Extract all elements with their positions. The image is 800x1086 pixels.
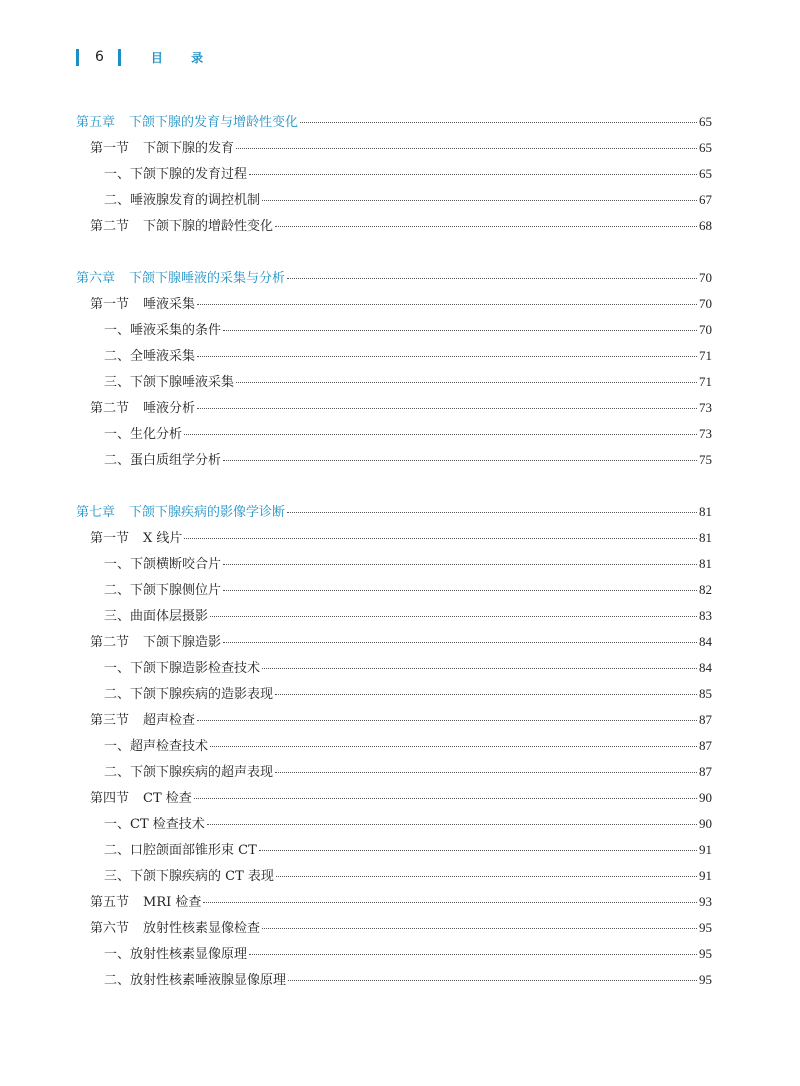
toc-entry-label <box>104 583 221 599</box>
toc-entry-item[interactable] <box>104 764 712 780</box>
toc-entry-item[interactable] <box>104 608 712 624</box>
dot-leader <box>210 746 697 747</box>
dot-leader <box>275 694 697 695</box>
toc-entry-page: 91 <box>699 868 712 883</box>
toc-entry-section[interactable] <box>90 894 712 910</box>
running-header <box>76 47 215 67</box>
toc-entry-label <box>104 739 208 755</box>
toc-entry-number: 第二节 <box>90 219 130 234</box>
toc-entry-label <box>104 973 286 989</box>
toc-entry-number: 第一节 <box>90 297 130 312</box>
toc-entry-title: 下颌下腺疾病的影像学诊断 <box>129 505 286 520</box>
toc-entry-title: X 线片 <box>143 531 183 546</box>
toc-entry-title: 一、生化分析 <box>104 427 183 442</box>
toc-entry-section[interactable] <box>90 140 712 156</box>
dot-leader <box>210 616 697 617</box>
toc-entry-item[interactable] <box>104 374 712 390</box>
toc-entry-label <box>90 895 201 911</box>
toc-entry-label <box>90 635 221 651</box>
toc-entry-title: 唾液分析 <box>143 401 196 416</box>
toc-entry-page: 87 <box>699 738 712 753</box>
dot-leader <box>207 824 697 825</box>
toc-entry-page: 84 <box>699 634 712 649</box>
toc-entry-title: 一、放射性核素显像原理 <box>104 947 248 962</box>
toc-entry-number: 第三节 <box>90 713 130 728</box>
dot-leader <box>203 902 697 903</box>
toc-entry-page: 67 <box>699 192 712 207</box>
dot-leader <box>194 798 697 799</box>
toc-entry-page: 90 <box>699 790 712 805</box>
toc-entry-page: 95 <box>699 946 712 961</box>
toc-entry-label <box>90 141 234 157</box>
toc-entry-label <box>104 661 260 677</box>
dot-leader <box>197 356 697 357</box>
toc-entry-title: 下颌下腺的发育与增龄性变化 <box>129 115 299 130</box>
dot-leader <box>262 200 697 201</box>
toc-entry-label <box>104 843 257 859</box>
toc-entry-section[interactable] <box>90 634 712 650</box>
toc-entry-item[interactable] <box>104 452 712 468</box>
toc-entry-title: 下颌下腺的发育 <box>143 141 235 156</box>
toc-entry-page: 73 <box>699 426 712 441</box>
dot-leader <box>300 122 697 123</box>
toc-entry-item[interactable] <box>104 660 712 676</box>
toc-entry-page: 93 <box>699 894 712 909</box>
toc-entry-title: 一、超声检查技术 <box>104 739 209 754</box>
toc-entry-page: 75 <box>699 452 712 467</box>
toc-entry-page: 65 <box>699 140 712 155</box>
toc-entry-section[interactable] <box>90 218 712 234</box>
toc-entry-title: 超声检查 <box>143 713 196 728</box>
toc-entry-title: CT 检查 <box>143 791 192 806</box>
toc-entry-item[interactable] <box>104 426 712 442</box>
toc-entry-title: 二、下颌下腺疾病的造影表现 <box>104 687 274 702</box>
toc-entry-item[interactable] <box>104 868 712 884</box>
dot-leader <box>223 642 697 643</box>
toc-entry-page: 71 <box>699 348 712 363</box>
toc-entry-page: 70 <box>699 270 712 285</box>
toc-entry-label <box>104 609 208 625</box>
dot-leader <box>236 148 697 149</box>
dot-leader <box>184 538 697 539</box>
toc-entry-item[interactable] <box>104 348 712 364</box>
toc-entry-number: 第五节 <box>90 895 130 910</box>
toc-entry-page: 71 <box>699 374 712 389</box>
toc-entry-item[interactable] <box>104 582 712 598</box>
toc-entry-title: 一、下颌下腺造影检查技术 <box>104 661 261 676</box>
dot-leader <box>249 174 697 175</box>
toc-entry-title: 唾液采集 <box>143 297 196 312</box>
toc-entry-label <box>76 505 285 521</box>
page-number: 6 <box>95 49 104 65</box>
toc-entry-title: 一、唾液采集的条件 <box>104 323 222 338</box>
toc-entry-page: 81 <box>699 556 712 571</box>
toc-entry-page: 81 <box>699 504 712 519</box>
dot-leader <box>276 876 697 877</box>
toc-entry-title: 二、下颌下腺疾病的超声表现 <box>104 765 274 780</box>
toc-entry-item[interactable] <box>104 322 712 338</box>
toc-entry-title: 三、下颌下腺疾病的 CT 表现 <box>104 869 274 884</box>
toc-entry-title: 放射性核素显像检查 <box>143 921 261 936</box>
toc-entry-item[interactable] <box>104 556 712 572</box>
header-bar-right <box>118 49 121 66</box>
toc-entry-label <box>104 817 205 833</box>
toc-entry-section[interactable] <box>90 712 712 728</box>
toc-entry-section[interactable] <box>90 296 712 312</box>
dot-leader <box>197 304 697 305</box>
toc-entry-label <box>90 401 195 417</box>
toc-entry-label <box>90 531 182 547</box>
toc-entry-item[interactable] <box>104 816 712 832</box>
toc-entry-label <box>104 323 221 339</box>
dot-leader <box>262 668 697 669</box>
toc-entry-section[interactable] <box>90 790 712 806</box>
toc-entry-label <box>90 219 273 235</box>
toc-entry-title: 下颌下腺唾液的采集与分析 <box>129 271 286 286</box>
toc-entry-number: 第一节 <box>90 141 130 156</box>
toc-entry-label <box>104 687 273 703</box>
toc-entry-item[interactable] <box>104 686 712 702</box>
toc-entry-label <box>104 765 273 781</box>
toc-entry-chapter[interactable] <box>76 114 712 130</box>
toc-entry-chapter[interactable] <box>76 504 712 520</box>
header-bar-left <box>76 49 79 66</box>
dot-leader <box>236 382 697 383</box>
toc-entry-page: 83 <box>699 608 712 623</box>
toc-entry-label <box>104 869 274 885</box>
toc-entry-label <box>90 791 192 807</box>
toc-entry-number: 第六节 <box>90 921 130 936</box>
dot-leader <box>249 954 697 955</box>
dot-leader <box>223 460 697 461</box>
toc-entry-section[interactable] <box>90 400 712 416</box>
toc-entry-number: 第二节 <box>90 401 130 416</box>
dot-leader <box>259 850 697 851</box>
dot-leader <box>288 980 697 981</box>
toc-entry-title: 二、蛋白质组学分析 <box>104 453 222 468</box>
toc-entry-title: 下颌下腺的增龄性变化 <box>143 219 274 234</box>
toc-entry-title: 三、曲面体层摄影 <box>104 609 209 624</box>
toc-entry-label <box>104 375 234 391</box>
toc-entry-number: 第五章 <box>76 115 116 130</box>
toc-entry-item[interactable] <box>104 166 712 182</box>
toc-entry-title: 三、下颌下腺唾液采集 <box>104 375 235 390</box>
toc-entry-number: 第一节 <box>90 531 130 546</box>
toc-entry-page: 82 <box>699 582 712 597</box>
toc-entry-page: 95 <box>699 920 712 935</box>
dot-leader <box>197 408 697 409</box>
toc-entry-title: MRI 检查 <box>143 895 202 910</box>
toc-entry-page: 70 <box>699 322 712 337</box>
toc-entry-page: 68 <box>699 218 712 233</box>
running-title: 目 录 <box>150 50 216 65</box>
toc-entry-title: 二、唾液腺发育的调控机制 <box>104 193 261 208</box>
toc-entry-title: 二、放射性核素唾液腺显像原理 <box>104 973 287 988</box>
toc-entry-label <box>104 193 260 209</box>
dot-leader <box>287 512 697 513</box>
dot-leader <box>275 226 697 227</box>
toc-entry-label <box>104 167 247 183</box>
toc-entry-item[interactable] <box>104 946 712 962</box>
dot-leader <box>184 434 697 435</box>
toc-entry-title: 一、下颌下腺的发育过程 <box>104 167 248 182</box>
toc-entry-page: 81 <box>699 530 712 545</box>
toc-entry-item[interactable] <box>104 972 712 988</box>
toc-entry-label <box>90 713 195 729</box>
toc-entry-label <box>104 947 247 963</box>
toc-entry-item[interactable] <box>104 192 712 208</box>
dot-leader <box>262 928 697 929</box>
toc-entry-page: 91 <box>699 842 712 857</box>
toc-entry-page: 65 <box>699 114 712 129</box>
toc-entry-label <box>76 271 285 287</box>
dot-leader <box>287 278 697 279</box>
toc-entry-title: 二、全唾液采集 <box>104 349 196 364</box>
toc-entry-number: 第六章 <box>76 271 116 286</box>
dot-leader <box>223 564 697 565</box>
toc-entry-page: 73 <box>699 400 712 415</box>
toc-entry-section[interactable] <box>90 920 712 936</box>
dot-leader <box>197 720 697 721</box>
toc-entry-page: 85 <box>699 686 712 701</box>
toc-entry-page: 65 <box>699 166 712 181</box>
dot-leader <box>223 590 697 591</box>
toc-entry-number: 第七章 <box>76 505 116 520</box>
toc-entry-label <box>76 115 298 131</box>
toc-entry-title: 一、下颌横断咬合片 <box>104 557 222 572</box>
dot-leader <box>223 330 697 331</box>
toc-entry-title: 下颌下腺造影 <box>143 635 222 650</box>
toc-entry-label <box>104 557 221 573</box>
dot-leader <box>275 772 697 773</box>
toc-entry-number: 第二节 <box>90 635 130 650</box>
toc-entry-page: 70 <box>699 296 712 311</box>
toc-entry-number: 第四节 <box>90 791 130 806</box>
toc-entry-label <box>90 921 260 937</box>
toc-entry-title: 一、CT 检查技术 <box>104 817 205 832</box>
toc-entry-title: 二、下颌下腺侧位片 <box>104 583 222 598</box>
toc-entry-section[interactable] <box>90 530 712 546</box>
toc-entry-title: 二、口腔颌面部锥形束 CT <box>104 843 257 858</box>
toc-entry-chapter[interactable] <box>76 270 712 286</box>
toc-entry-page: 87 <box>699 712 712 727</box>
toc-entry-page: 95 <box>699 972 712 987</box>
toc-entry-label <box>90 297 195 313</box>
toc-entry-page: 87 <box>699 764 712 779</box>
toc-entry-label <box>104 453 221 469</box>
toc-entry-label <box>104 349 195 365</box>
toc-entry-page: 90 <box>699 816 712 831</box>
toc-entry-item[interactable] <box>104 842 712 858</box>
toc-entry-page: 84 <box>699 660 712 675</box>
toc-entry-item[interactable] <box>104 738 712 754</box>
toc-entry-label <box>104 427 182 443</box>
